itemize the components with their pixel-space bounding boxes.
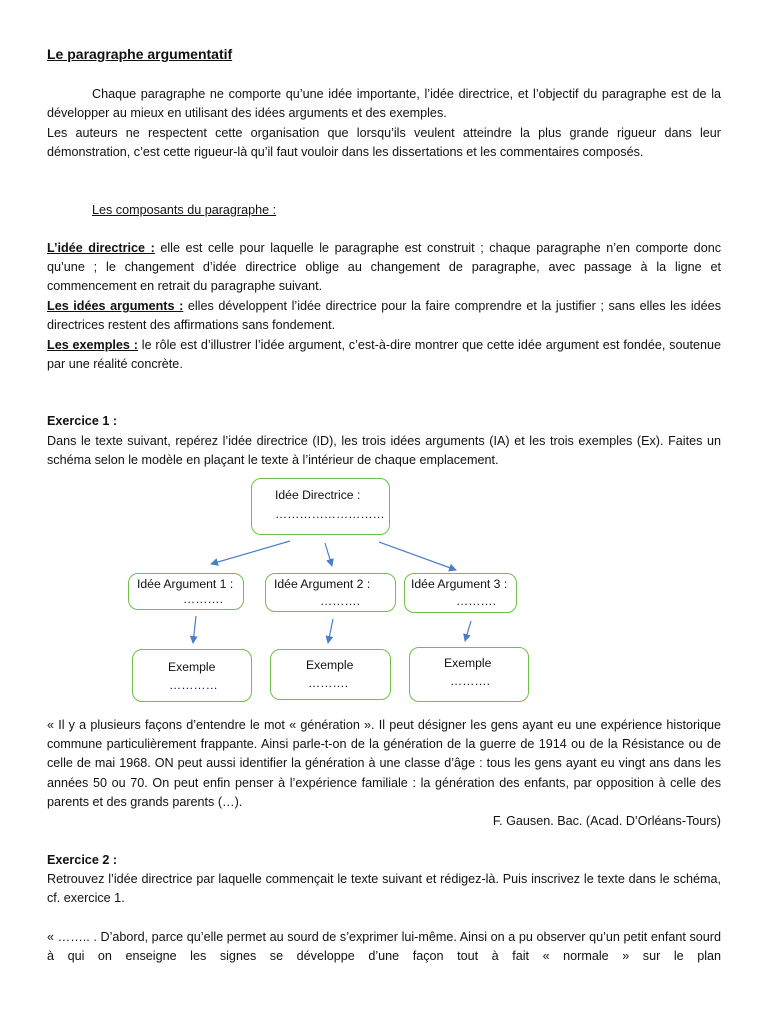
component-idee-directrice	[47, 239, 721, 297]
component-text: le rôle est d’illustrer l’idée argument, c’est-à-dire montrer que cette idée argument est fondée, soutenue par une réalité concrète.	[47, 338, 721, 372]
box-label: Idée Argument 2 :	[274, 577, 371, 591]
box-dots: ……….	[450, 674, 490, 688]
exercise1-instructions: Dans le texte suivant, repérez l’idée directrice (ID), les trois idées arguments (IA) et les trois exemples (Ex). Faites un schéma selon le modèle en plaçant le texte à l’intérieur de chaque emplacement.	[47, 434, 721, 468]
box-idee-argument-2	[265, 573, 396, 612]
intro-paragraph-1: Chaque paragraphe ne comporte qu’une idée importante, l’idée directrice, et l’objectif du paragraphe est de la développer au mieux en utilisant des idées arguments et des exemples.	[47, 87, 721, 121]
box-exemple-1	[132, 649, 252, 702]
component-exemples	[47, 336, 721, 374]
exercise2-quote: « …….. . D’abord, parce qu’elle permet au sourd de s’exprimer lui-même. Ainsi on a pu observer qu’un petit enfant sourd à qui on enseigne les signes se développe d’une façon tout à fait « normale » sur le plan	[47, 930, 721, 964]
component-term: Les exemples :	[47, 338, 138, 352]
box-dots: ………………………	[275, 507, 385, 521]
exercise1-source: F. Gausen. Bac. (Acad. D’Orléans-Tours)	[492, 814, 721, 828]
arrow-directrice-to-argument-2	[325, 543, 332, 566]
box-dots: ……….	[183, 592, 223, 606]
exercise1-quote: « Il y a plusieurs façons d’entendre le mot « génération ». Il peut désigner les gens ayant eu une expérience historique commune particulièrement frappante. Ainsi parle-t-on de la génération de la guerre de 1914 ou de la Résistance ou de celle de mai 1968. ON peut aussi identifier la génération à une classe d’âge : tous les gens ayant eu vingt ans dans les années 50 ou 70. On peut enfin penser à l’expérience familiale : la génération des enfants, par opposition à celle des parents et des grands parents (…).	[47, 718, 721, 809]
component-text: elles développent l’idée directrice pour la faire comprendre et la justifier ; sans elles les idées directrices restent des affirmations sans fondement.	[47, 299, 721, 333]
component-idees-arguments	[47, 297, 721, 335]
document-title: Le paragraphe argumentatif	[47, 46, 233, 62]
box-exemple-3	[409, 647, 529, 702]
arrow-directrice-to-argument-1	[211, 541, 290, 564]
component-text: elle est celle pour laquelle le paragraphe est construit ; chaque paragraphe n’en comporte donc qu’une ; le changement d’idée directrice oblige au changement de paragraphe, avec passage à la ligne et commencement en retrait du paragraphe suivant.	[47, 241, 721, 294]
arrow-argument-1-to-example-1	[193, 616, 196, 643]
arrow-directrice-to-argument-3	[379, 542, 456, 570]
box-exemple-2	[270, 649, 391, 700]
component-term: Les idées arguments :	[47, 299, 184, 313]
box-dots: ……….	[320, 594, 360, 608]
intro-paragraph-2: Les auteurs ne respectent cette organisation que lorsqu’ils veulent atteindre la plus grande rigueur dans leur démonstration, c’est cette rigueur-là qu’il faut vouloir dans les dissertations et les commentaires composés.	[47, 126, 721, 160]
box-label: Idée Argument 1 :	[137, 577, 234, 591]
exercise2-instructions: Retrouvez l’idée directrice par laquelle commençait le texte suivant et rédigez-là. Puis inscrivez le texte dans le schéma, cf. exercice 1.	[47, 872, 721, 906]
box-idee-argument-1	[128, 573, 244, 610]
box-label: Exemple	[168, 660, 216, 674]
component-term: L’idée directrice :	[47, 241, 155, 255]
arrow-argument-2-to-example-2	[328, 619, 333, 643]
box-idee-argument-3	[404, 573, 517, 613]
box-dots: ……….	[456, 594, 496, 608]
box-dots: …………	[169, 678, 218, 692]
box-idee-directrice	[251, 478, 390, 535]
box-label: Exemple	[306, 658, 354, 672]
box-label: Idée Argument 3 :	[411, 577, 508, 591]
exercise1-heading: Exercice 1 :	[47, 414, 118, 428]
components-heading: Les composants du paragraphe :	[92, 203, 277, 217]
box-label: Idée Directrice :	[275, 488, 361, 502]
exercise2-heading: Exercice 2 :	[47, 853, 118, 867]
arrow-argument-3-to-example-3	[465, 621, 471, 641]
box-dots: ……….	[308, 676, 348, 690]
box-label: Exemple	[444, 656, 492, 670]
